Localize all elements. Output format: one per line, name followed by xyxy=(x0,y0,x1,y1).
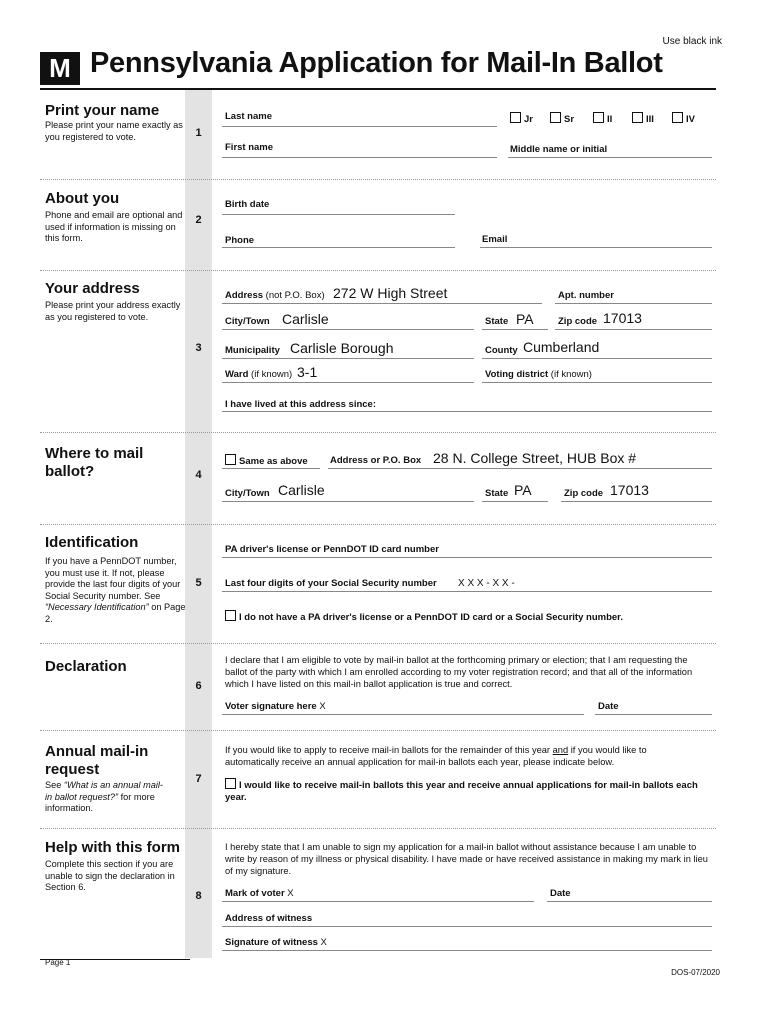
suffix-ii[interactable]: II xyxy=(593,112,612,125)
section7-title: Annual mail-in request xyxy=(45,743,149,778)
ward-field[interactable] xyxy=(222,382,474,383)
section6-title: Declaration xyxy=(45,658,127,675)
section2-number: 2 xyxy=(195,214,202,226)
checkbox-icon[interactable] xyxy=(225,454,236,465)
section-divider xyxy=(40,643,716,644)
city-label: City/Town xyxy=(225,316,270,327)
voting-district-field[interactable] xyxy=(482,382,712,383)
mail-city-value: Carlisle xyxy=(278,482,325,498)
section-divider xyxy=(40,524,716,525)
mail-address-field[interactable] xyxy=(328,468,712,469)
ward-value: 3-1 xyxy=(297,364,318,380)
county-field[interactable] xyxy=(482,358,712,359)
page-title: Pennsylvania Application for Mail-In Ballot xyxy=(90,47,663,79)
apt-number-label: Apt. number xyxy=(558,290,614,301)
mail-zip-value: 17013 xyxy=(610,482,649,498)
declaration-date-label: Date xyxy=(598,701,619,712)
witness-address-field[interactable] xyxy=(222,926,712,927)
section-divider xyxy=(40,828,716,829)
section8-number: 8 xyxy=(195,890,202,902)
mail-state-field[interactable] xyxy=(482,501,548,502)
section-divider xyxy=(40,730,716,731)
mark-of-voter-label: Mark of voter X xyxy=(225,888,294,899)
county-value: Cumberland xyxy=(523,339,600,355)
section5-number: 5 xyxy=(195,577,202,589)
birth-date-field[interactable] xyxy=(222,214,455,215)
suffix-sr[interactable]: Sr xyxy=(550,112,574,125)
email-label: Email xyxy=(482,234,508,245)
section5-title: Identification xyxy=(45,534,139,551)
section4-number: 4 xyxy=(195,469,202,481)
first-name-field[interactable] xyxy=(222,157,497,158)
voter-signature-label: Voter signature here X xyxy=(225,701,326,712)
city-field[interactable] xyxy=(222,329,474,330)
lived-since-label: I have lived at this address since: xyxy=(225,399,377,410)
voting-district-label: Voting district (if known) xyxy=(485,369,592,380)
license-label: PA driver's license or PennDOT ID card number xyxy=(225,544,439,555)
last-name-label: Last name xyxy=(225,111,272,122)
ink-instruction: Use black ink xyxy=(662,36,722,47)
section-divider xyxy=(40,179,716,180)
last-name-field[interactable] xyxy=(222,126,497,127)
license-field[interactable] xyxy=(222,557,712,558)
ward-label: Ward (if known) xyxy=(225,369,293,380)
same-as-above-option[interactable]: Same as above xyxy=(225,454,308,467)
section2-title: About you xyxy=(45,190,120,207)
municipality-label: Municipality xyxy=(225,345,280,356)
help-date-field[interactable] xyxy=(547,901,712,902)
checkbox-icon[interactable] xyxy=(510,112,521,123)
suffix-jr[interactable]: Jr xyxy=(510,112,533,125)
municipality-field[interactable] xyxy=(222,358,474,359)
voter-signature-field[interactable] xyxy=(222,714,584,715)
ssn-field[interactable] xyxy=(222,591,712,592)
middle-name-label: Middle name or initial xyxy=(510,144,608,155)
section8-description: Complete this section if you are unable to sign the declaration in Section 6. xyxy=(45,859,175,892)
first-name-label: First name xyxy=(225,142,274,153)
mail-zip-field[interactable] xyxy=(561,501,712,502)
email-field[interactable] xyxy=(480,247,712,248)
section1-description: Please print your name exactly as you registered to vote. xyxy=(45,120,183,142)
form-code: DOS-07/2020 xyxy=(671,968,720,977)
no-id-option[interactable]: I do not have a PA driver's license or a PennDOT ID card or a Social Security number. xyxy=(225,610,623,623)
section4-title: Where to mail ballot? xyxy=(45,445,144,480)
zip-value: 17013 xyxy=(603,310,642,326)
city-value: Carlisle xyxy=(282,311,329,327)
declaration-text: I declare that I am eligible to vote by mail-in ballot at the forthcoming primary or election; that I am requesting the ballot of the party with which I am enrolled according to my voter registration record; and that all of the information which I have listed on this mail-in ballot application is true and correct. xyxy=(225,655,693,689)
county-label: County xyxy=(485,345,518,356)
address-label: Address (not P.O. Box) xyxy=(225,290,325,301)
section3-number: 3 xyxy=(195,342,202,354)
suffix-iv[interactable]: IV xyxy=(672,112,695,125)
mail-zip-label: Zip code xyxy=(564,488,604,499)
middle-name-field[interactable] xyxy=(508,157,712,158)
section1-title: Print your name xyxy=(45,102,160,119)
state-field[interactable] xyxy=(482,329,548,330)
annual-request-option[interactable]: I would like to receive mail-in ballots this year and receive annual applications for mail-in ballots each year. xyxy=(225,780,698,803)
zip-field[interactable] xyxy=(555,329,712,330)
section1-number: 1 xyxy=(195,127,202,139)
checkbox-icon[interactable] xyxy=(632,112,643,123)
checkbox-icon[interactable] xyxy=(225,610,236,621)
mark-of-voter-field[interactable] xyxy=(222,901,534,902)
state-label: State xyxy=(485,316,509,327)
mail-city-label: City/Town xyxy=(225,488,270,499)
mail-state-value: PA xyxy=(514,482,532,498)
witness-signature-field[interactable] xyxy=(222,950,712,951)
declaration-date-field[interactable] xyxy=(595,714,712,715)
section5-description: If you have a PennDOT number, you must use it. If not, please provide the last four digits of your Social Security number. See “Necessary Identification” on Page 2. xyxy=(45,556,186,624)
phone-label: Phone xyxy=(225,235,255,246)
municipality-value: Carlisle Borough xyxy=(290,340,394,356)
apt-number-field[interactable] xyxy=(555,303,712,304)
section2-description: Phone and email are optional and used if information is missing on this form. xyxy=(45,210,183,243)
help-statement-text: I hereby state that I am unable to sign my application for a mail-in ballot without assistance because I am unable to write by reason of my illness or physical disability. I have made or have received assistance in making my mark in lieu of my signature. xyxy=(225,842,708,876)
suffix-iii[interactable]: III xyxy=(632,112,654,125)
witness-address-label: Address of witness xyxy=(225,913,313,924)
ssn-label: Last four digits of your Social Security number xyxy=(225,578,437,589)
mail-state-label: State xyxy=(485,488,509,499)
lived-since-field[interactable] xyxy=(222,411,712,412)
section-divider xyxy=(40,270,716,271)
mail-city-field[interactable] xyxy=(222,501,474,502)
help-date-label: Date xyxy=(550,888,571,899)
mail-address-value: 28 N. College Street, HUB Box # xyxy=(433,450,637,466)
section3-description: Please print your address exactly as you registered to vote. xyxy=(45,300,181,322)
witness-signature-label: Signature of witness X xyxy=(225,937,327,948)
section7-description: See “What is an annual mail-in ballot request?” for more information. xyxy=(45,780,163,813)
state-value: PA xyxy=(516,311,534,327)
section7-number: 7 xyxy=(195,773,202,785)
section8-title: Help with this form xyxy=(45,839,180,856)
annual-request-text: If you would like to apply to receive mail-in ballots for the remainder of this year and if you would like to automatically receive an annual application for mail-in ballots each year, please indicate below. xyxy=(225,745,647,767)
section3-title: Your address xyxy=(45,280,140,297)
checkbox-icon[interactable] xyxy=(672,112,683,123)
zip-label: Zip code xyxy=(558,316,598,327)
checkbox-icon[interactable] xyxy=(593,112,604,123)
address-field[interactable] xyxy=(222,303,542,304)
mail-address-label: Address or P.O. Box xyxy=(330,455,422,466)
phone-field[interactable] xyxy=(222,247,455,248)
checkbox-icon[interactable] xyxy=(550,112,561,123)
section-divider xyxy=(40,432,716,433)
ssn-mask: X X X - X X - xyxy=(458,578,515,589)
page-number: Page 1 xyxy=(45,958,71,967)
title-divider xyxy=(40,88,716,90)
section6-number: 6 xyxy=(195,680,202,692)
form-letter-badge: M xyxy=(40,52,80,85)
birth-date-label: Birth date xyxy=(225,199,270,210)
checkbox-icon[interactable] xyxy=(225,778,236,789)
same-as-above-rule xyxy=(222,468,320,469)
address-value: 272 W High Street xyxy=(333,285,448,301)
